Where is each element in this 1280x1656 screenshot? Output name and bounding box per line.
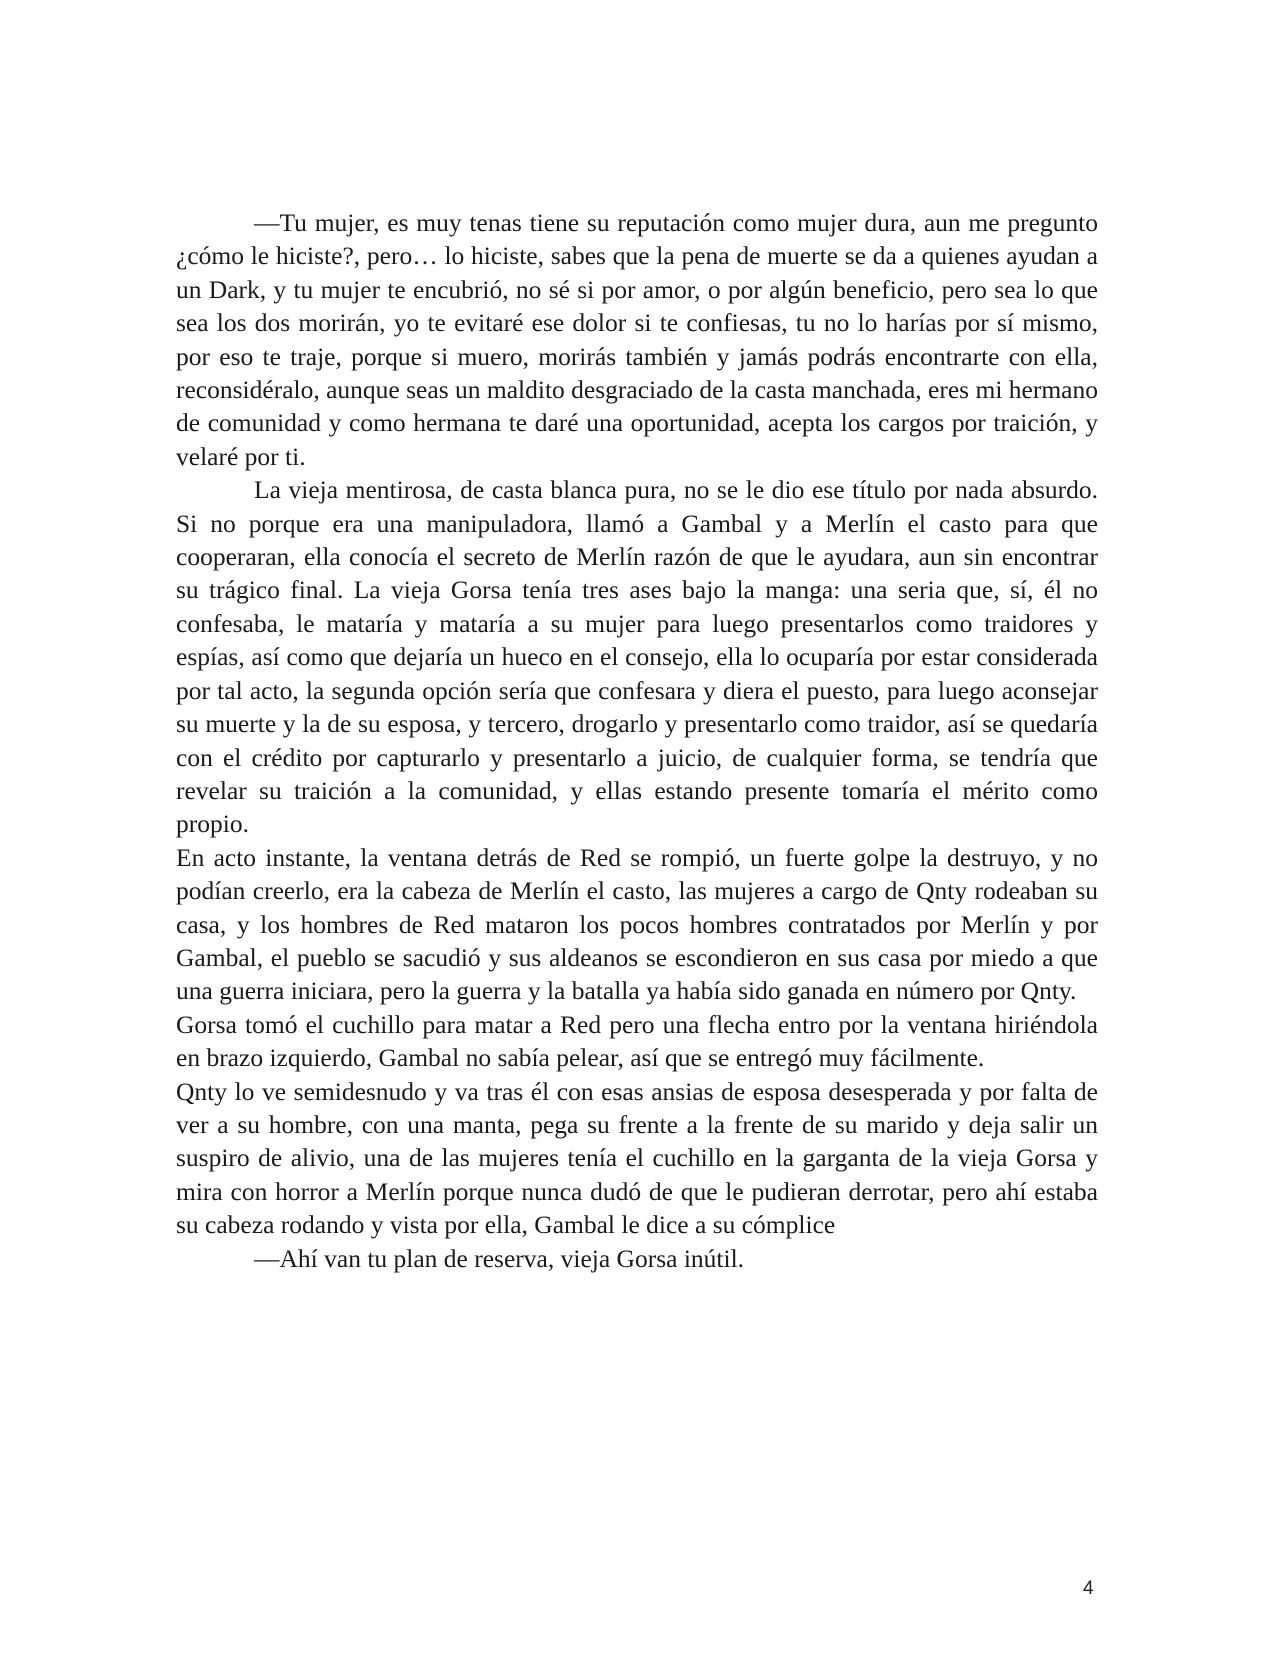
paragraph-1: —Tu mujer, es muy tenas tiene su reputación como mujer dura, aun me pregunto ¿cómo le hiciste?, pero… lo hiciste, sabes que la pena de muerte se da a quienes ayudan a un Dark, y tu mujer te encubrió, no sé si por amor, o por algún beneficio, pero sea lo que sea los dos morirán, yo te evitaré ese dolor si te confiesas, tu no lo harías por sí mismo, por eso te traje, porque si muero, morirás también y jamás podrás encontrarte con ella, reconsidéralo, aunque seas un maldito desgraciado de la casta manchada, eres mi hermano de comunidad y como hermana te daré una oportunidad, acepta los cargos por traición, y velaré por ti.: [176, 208, 1098, 471]
body-text: [176, 206, 1098, 1275]
page-number: 4: [1083, 1578, 1094, 1599]
paragraph-4: Gorsa tomó el cuchillo para matar a Red pero una flecha entro por la ventana hiriéndola en brazo izquierdo, Gambal no sabía pelear, así que se entregó muy fácilmente.: [176, 1009, 1098, 1073]
paragraph-5: Qnty lo ve semidesnudo y va tras él con esas ansias de esposa desesperada y por falta de ver a su hombre, con una manta, pega su frente a la frente de su marido y deja salir un suspiro de alivio, una de las mujeres tenía el cuchillo en la garganta de la vieja Gorsa y mira con horror a Merlín porque nunca dudó de que le pudieran derrotar, pero ahí estaba su cabeza rodando y vista por ella, Gambal le dice a su cómplice: [176, 1076, 1098, 1240]
paragraph-3: En acto instante, la ventana detrás de Red se rompió, un fuerte golpe la destruyo, y no podían creerlo, era la cabeza de Merlín el casto, las mujeres a cargo de Qnty rodeaban su casa, y los hombres de Red mataron los pocos hombres contratados por Merlín y por Gambal, el pueblo se sacudió y sus aldeanos se escondieron en sus casa por miedo a que una guerra iniciara, pero la guerra y la batalla ya había sido ganada en número por Qnty.: [176, 842, 1098, 1006]
paragraph-6: —Ahí van tu plan de reserva, vieja Gorsa inútil.: [254, 1243, 745, 1273]
paragraph-2: La vieja mentirosa, de casta blanca pura, no se le dio ese título por nada absurdo. Si no porque era una manipuladora, llamó a Gambal y a Merlín el casto para que cooperaran, ella conocía el secreto de Merlín razón de que le ayudara, aun sin encontrar su trágico final. La vieja Gorsa tenía tres ases bajo la manga: una seria que, sí, él no confesaba, le mataría y mataría a su mujer para luego presentarlos como traidores y espías, así como que dejaría un hueco en el consejo, ella lo ocuparía por estar considerada por tal acto, la segunda opción sería que confesara y diera el puesto, para luego aconsejar su muerte y la de su esposa, y tercero, drogarlo y presentarlo como traidor, así se quedaría con el crédito por capturarlo y presentarlo a juicio, de cualquier forma, se tendría que revelar su traición a la comunidad, y ellas estando presente tomaría el mérito como propio.: [176, 475, 1098, 839]
